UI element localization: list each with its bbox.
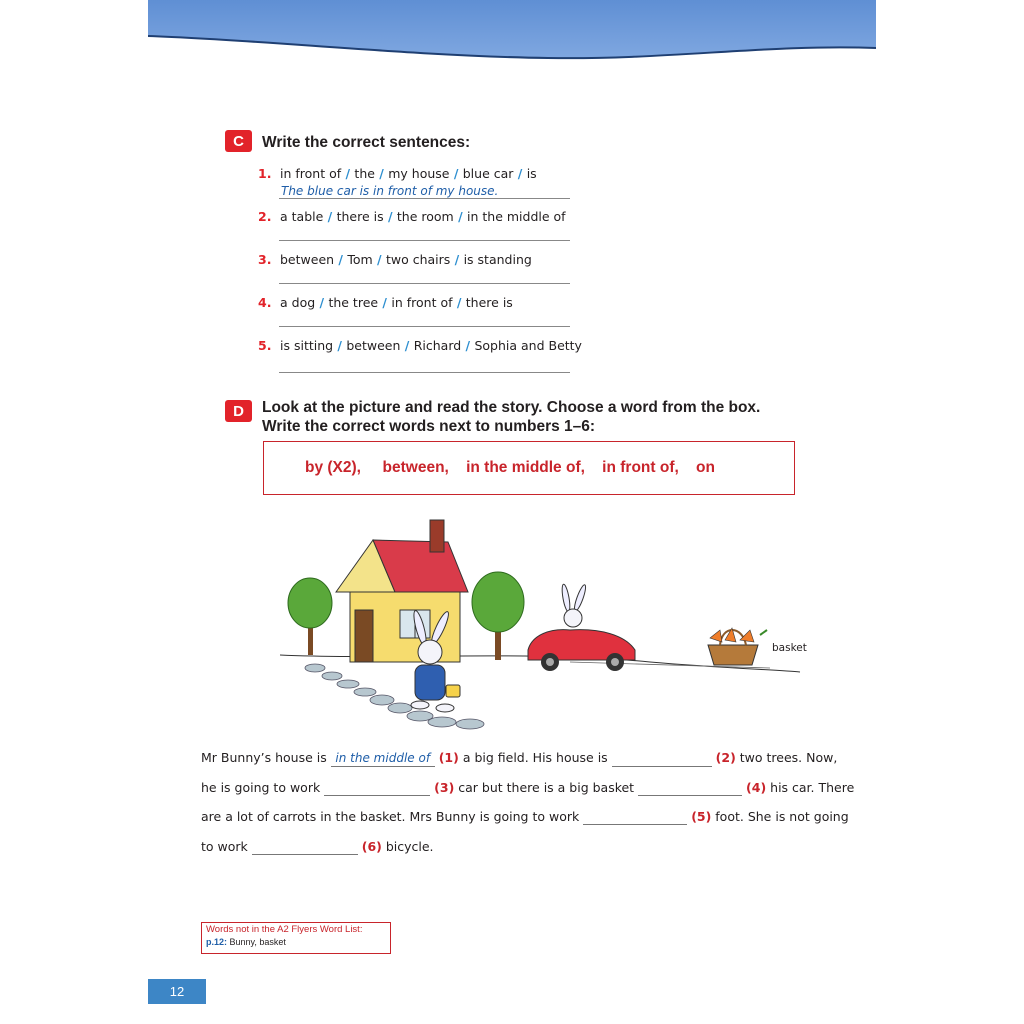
section-c-letter: C xyxy=(233,132,244,150)
story-line-2 xyxy=(201,780,854,796)
answer-line-4[interactable] xyxy=(279,326,570,327)
header-band xyxy=(148,0,876,70)
left-tree-icon xyxy=(288,578,332,655)
word-part: Richard xyxy=(413,338,462,353)
section-c-badge xyxy=(225,130,252,152)
item-number: 2. xyxy=(258,209,272,224)
example-answer: The blue car is in front of my house. xyxy=(281,184,499,198)
word-option: on xyxy=(696,459,715,476)
word-option: between, xyxy=(382,459,449,476)
story-text: to work xyxy=(201,839,252,854)
word-part: is sitting xyxy=(280,338,334,353)
word-box xyxy=(263,441,795,495)
word-part: is standing xyxy=(463,252,532,267)
word-part: the xyxy=(354,166,375,181)
word-part: Tom xyxy=(347,252,373,267)
word-part: between xyxy=(280,252,335,267)
story-line-4 xyxy=(201,839,434,855)
story-illustration xyxy=(270,510,830,735)
gap-2[interactable] xyxy=(612,753,712,767)
right-tree-icon xyxy=(472,572,524,660)
item-number: 1. xyxy=(258,166,272,181)
answer-line-3[interactable] xyxy=(279,283,570,284)
note-page-ref: p.12: xyxy=(206,937,228,947)
gap-number: (4) xyxy=(746,780,767,795)
word-part: two chairs xyxy=(385,252,451,267)
gap-5[interactable] xyxy=(583,811,687,825)
story-text: car but there is a big basket xyxy=(454,780,639,795)
story-line-3 xyxy=(201,809,849,825)
story-text: foot. She is not going xyxy=(711,809,849,824)
exercise-item-4: 4. a dog / the tree / in front of / there is xyxy=(258,295,513,310)
car-icon xyxy=(528,584,635,671)
word-part: there is xyxy=(336,209,384,224)
word-option: in the middle of, xyxy=(466,459,585,476)
story-text: bicycle. xyxy=(381,839,434,854)
gap-number: (3) xyxy=(434,780,455,795)
section-d-title-line2: Write the correct words next to numbers 1–6: xyxy=(262,418,596,435)
word-part: Sophia and Betty xyxy=(474,338,582,353)
item-number: 5. xyxy=(258,338,272,353)
page-number xyxy=(148,979,206,1004)
gap-3[interactable] xyxy=(324,782,430,796)
page-number-text: 12 xyxy=(169,984,185,999)
exercise-item-5: 5. is sitting / between / Richard / Sophia and Betty xyxy=(258,338,582,353)
story-text: Mr Bunny’s house is xyxy=(201,750,331,765)
section-c-title: Write the correct sentences: xyxy=(262,134,471,151)
section-d-title-line1: Look at the picture and read the story. Choose a word from the box. xyxy=(262,399,761,416)
exercise-item-3: 3. between / Tom / two chairs / is standing xyxy=(258,252,532,267)
note-words xyxy=(206,936,386,949)
word-part: between xyxy=(346,338,401,353)
gap-4[interactable] xyxy=(638,782,742,796)
note-title: Words not in the A2 Flyers Word List: xyxy=(206,924,363,935)
word-part: there is xyxy=(465,295,513,310)
gap-1-filled[interactable]: in the middle of xyxy=(331,750,435,767)
word-list-note xyxy=(201,922,391,954)
house-icon xyxy=(336,520,468,662)
gap-number: (1) xyxy=(438,750,459,765)
item-number: 4. xyxy=(258,295,272,310)
gap-number: (5) xyxy=(691,809,712,824)
word-part: blue car xyxy=(462,166,514,181)
item-number: 3. xyxy=(258,252,272,267)
exercise-item-1: 1. in front of / the / my house / blue car / is xyxy=(258,166,537,181)
note-word-list: Bunny, basket xyxy=(227,937,286,947)
word-part: the room xyxy=(396,209,454,224)
basket-label: basket xyxy=(772,642,807,654)
gap-6[interactable] xyxy=(252,841,358,855)
gap-number: (6) xyxy=(361,839,382,854)
story-text: a big field. His house is xyxy=(458,750,612,765)
basket-icon xyxy=(708,628,767,665)
story-line-1 xyxy=(201,750,837,767)
exercise-item-2: 2. a table / there is / the room / in the middle of xyxy=(258,209,566,224)
section-d-letter: D xyxy=(233,402,244,420)
answer-line-5[interactable] xyxy=(279,372,570,373)
story-text: he is going to work xyxy=(201,780,325,795)
word-option: by (X2), xyxy=(305,459,361,476)
section-d-badge xyxy=(225,400,252,422)
answer-line-1[interactable] xyxy=(279,198,570,199)
word-part: in front of xyxy=(391,295,453,310)
story-text: his car. There xyxy=(766,780,855,795)
word-part: my house xyxy=(388,166,450,181)
answer-line-2[interactable] xyxy=(279,240,570,241)
word-part: is xyxy=(526,166,537,181)
word-part: a table xyxy=(280,209,324,224)
story-text: are a lot of carrots in the basket. Mrs Bunny is going to work xyxy=(201,809,584,824)
word-part: in the middle of xyxy=(467,209,566,224)
word-part: in front of xyxy=(280,166,342,181)
story-text: two trees. Now, xyxy=(735,750,838,765)
word-part: a dog xyxy=(280,295,316,310)
word-option: in front of, xyxy=(602,459,679,476)
gap-number: (2) xyxy=(715,750,736,765)
word-part: the tree xyxy=(328,295,379,310)
